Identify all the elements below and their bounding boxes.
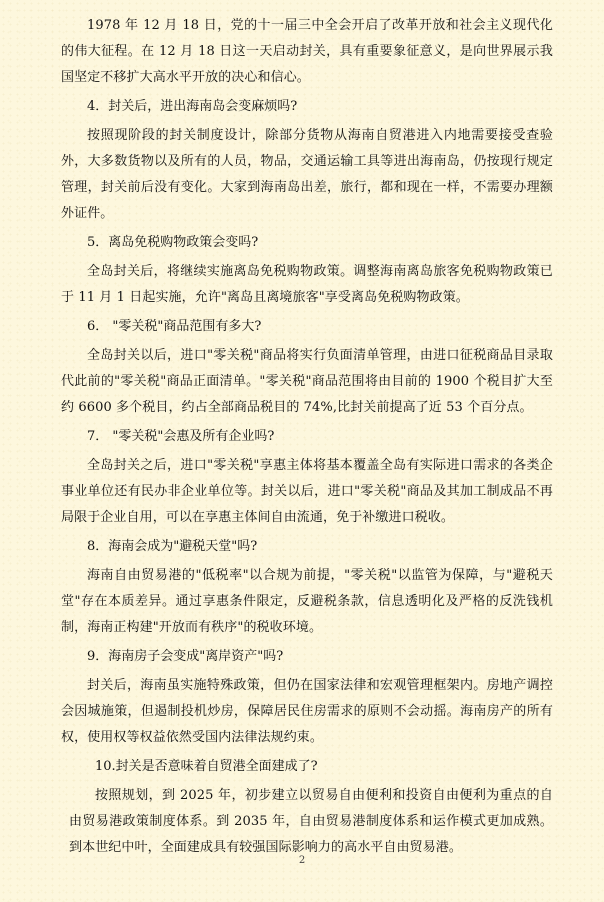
section-paragraph: 按照现阶段的封关制度设计，除部分货物从海南自贸港进入内地需要接受查验外，大多数货物以及所有的人员，物品，交通运输工具等进出海南岛，仍按现行规定管理，封关前后没有变化。大家到海南岛出差，旅行，都和现在一样，不需要办理额外证件。 — [61, 128, 553, 221]
section-6 — [61, 314, 553, 421]
section-paragraph: 海南自由贸易港的"低税率"以合规为前提，"零关税"以监管为保障，与"避税天堂"存在本质差异。通过享惠条件限定，反避税条款，信息透明化及严格的反洗钱机制，海南正构建"开放而有秩序"的税收环境。 — [61, 568, 553, 635]
section-heading: 6． "零关税"商品范围有多大? — [87, 319, 262, 334]
section-paragraph: 全岛封关之后，进口"零关税"享惠主体将基本覆盖全岛有实际进口需求的各类企事业单位还有民办非企业单位等。封关以后，进口"零关税"商品及其加工制成品不再局限于企业自用，可以在享惠主体间自由流通，免于补缴进口税收。 — [61, 458, 553, 525]
section-heading: 4．封关后，进出海南岛会变麻烦吗? — [87, 99, 298, 114]
section-8 — [61, 534, 553, 641]
section-heading: 7． "零关税"会惠及所有企业吗? — [87, 429, 275, 444]
section-9 — [61, 644, 553, 751]
section-paragraph: 全岛封关后，将继续实施离岛免税购物政策。调整海南离岛旅客免税购物政策已于 11 月 1 日起实施，允许"离岛且离境旅客"享受离岛免税购物政策。 — [61, 264, 553, 305]
intro-paragraph: 1978 年 12 月 18 日，党的十一届三中全会开启了改革开放和社会主义现代化的伟大征程。在 12 月 18 日这一天启动封关，具有重要象征意义，是向世界展示我国坚定不移扩大高水平开放的决心和信心。 — [61, 18, 553, 85]
section-paragraph: 全岛封关以后，进口"零关税"商品将实行负面清单管理，由进口征税商品目录取代此前的"零关税"商品正面清单。"零关税"商品范围将由目前的 1900 个税目扩大至约 6600 多个税目，约占全部商品税目的 74%,比封关前提高了近 53 个百分点。 — [61, 348, 553, 415]
section-4 — [61, 94, 553, 227]
section-10 — [69, 754, 553, 861]
section-heading: 9．海南房子会变成"离岸资产"吗? — [87, 649, 284, 664]
section-heading: 8．海南会成为"避税天堂"吗? — [87, 539, 258, 554]
section-paragraph: 封关后，海南虽实施特殊政策，但仍在国家法律和宏观管理框架内。房地产调控会因城施策，但遏制投机炒房，保障居民住房需求的原则不会动摇。海南房产的所有权，使用权等权益依然受国内法律法规约束。 — [61, 678, 553, 745]
section-paragraph: 按照规划，到 2025 年，初步建立以贸易自由便利和投资自由便利为重点的自由贸易港政策制度体系。到 2035 年，自由贸易港制度体系和运作模式更加成熟。到本世纪中叶，全面建成具有较强国际影响力的高水平自由贸易港。 — [69, 788, 553, 855]
section-5 — [61, 230, 553, 311]
section-heading: 5．离岛免税购物政策会变吗? — [87, 235, 259, 250]
page-number: 2 — [298, 855, 306, 866]
document-body — [61, 13, 553, 861]
section-7 — [61, 424, 553, 531]
section-heading: 10.封关是否意味着自贸港全面建成了? — [95, 759, 318, 774]
